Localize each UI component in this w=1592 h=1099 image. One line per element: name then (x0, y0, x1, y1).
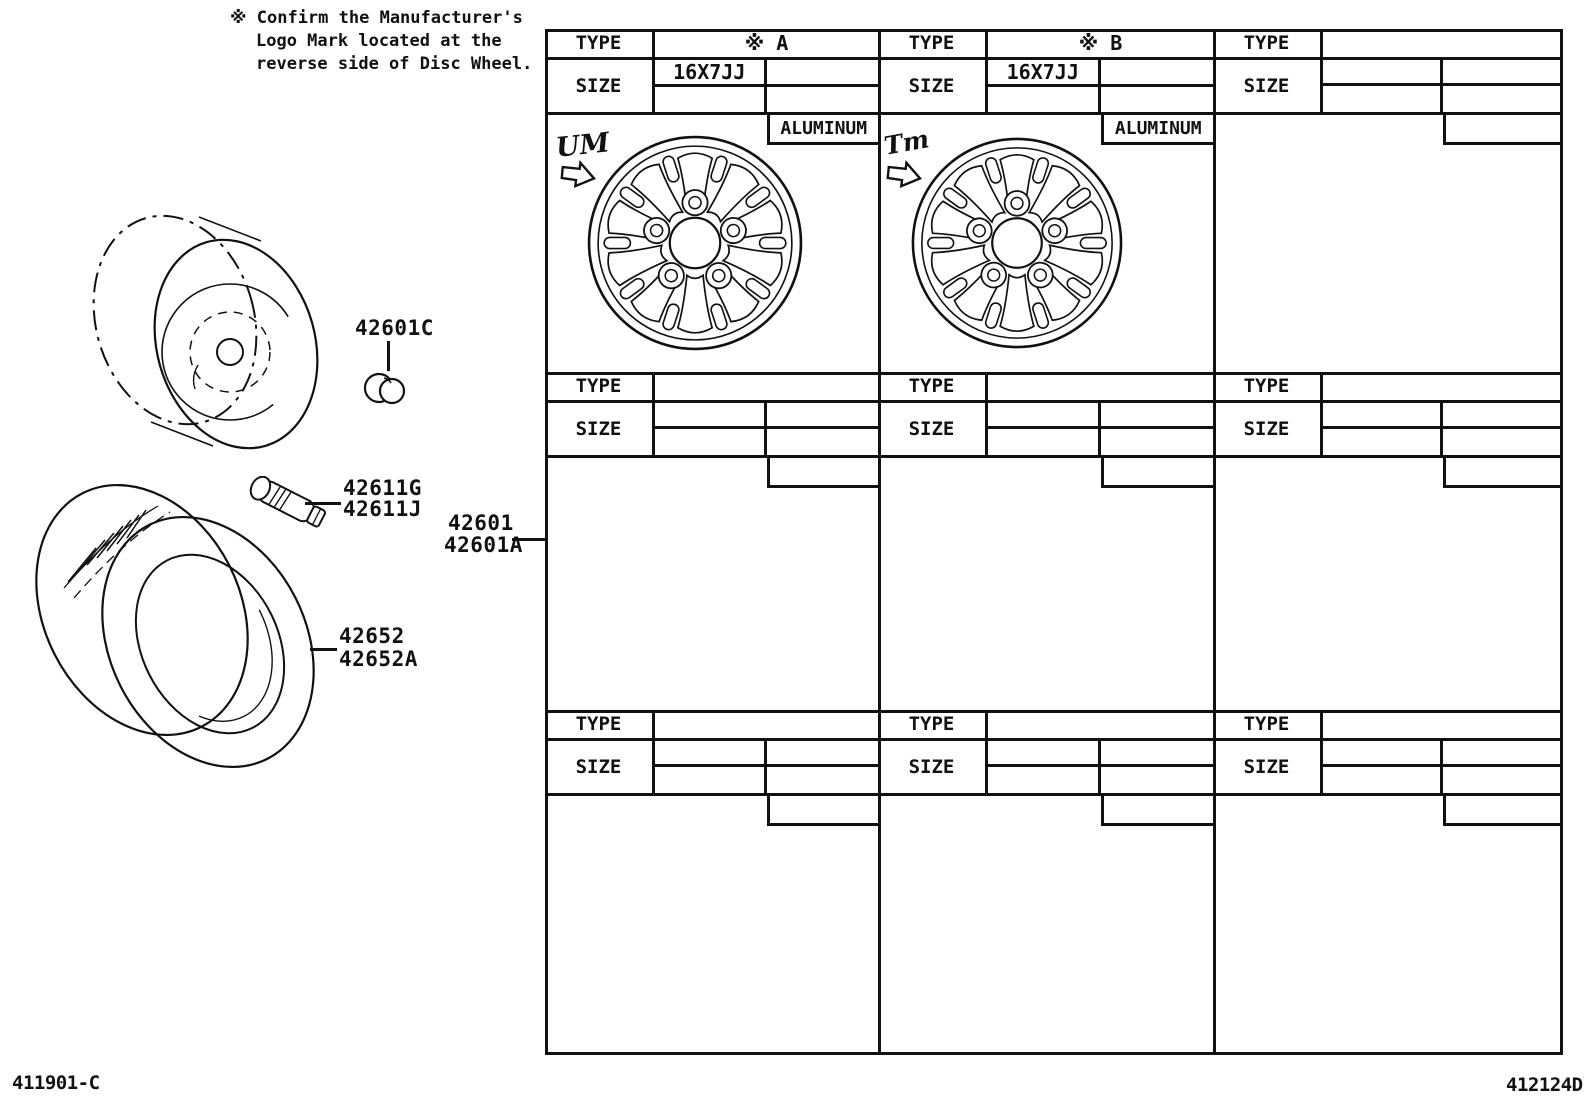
type-label: TYPE (545, 710, 655, 738)
figure-code: 412124D (1506, 1074, 1583, 1096)
type-label: TYPE (878, 29, 988, 57)
size-cell-empty (1323, 429, 1443, 455)
spec-block-r3-c2 (878, 710, 1213, 796)
type-label: TYPE (545, 372, 655, 400)
size-cell-empty (655, 429, 767, 455)
type-value-a: ※ A (744, 31, 789, 55)
leader-line-disc-wheel (512, 538, 545, 541)
size-label: SIZE (1213, 741, 1323, 793)
alloy-wheel-figure-a (584, 132, 806, 354)
leader-line-tire (310, 648, 337, 651)
material-cell-empty (767, 458, 879, 488)
size-cell-empty (1323, 767, 1443, 793)
size-cell-empty (1101, 60, 1214, 87)
size-cell-empty (988, 429, 1101, 455)
page-code: 411901-C (12, 1072, 100, 1094)
alloy-wheel-figure-b (908, 134, 1126, 352)
size-cell-empty (1443, 767, 1563, 793)
size-cell-empty (1101, 403, 1214, 429)
type-label: TYPE (878, 710, 988, 738)
part-number-valve-b: 42611J (343, 497, 422, 521)
size-cell-empty (1323, 86, 1443, 112)
size-cell-empty (655, 87, 767, 112)
manufacturer-logo-mark-a: UM (554, 127, 611, 164)
table-column-divider-1 (878, 29, 881, 1055)
type-label: TYPE (545, 29, 655, 57)
manufacturer-logo-mark-b: Tm (881, 124, 932, 161)
size-cell-empty (767, 87, 879, 112)
spec-block-r3-c1 (545, 710, 878, 796)
size-label: SIZE (545, 741, 655, 793)
material-cell-empty (1443, 458, 1563, 488)
spec-block-r2-c1 (545, 372, 878, 458)
material-cell-empty (1443, 796, 1563, 826)
size-cell-empty (655, 767, 767, 793)
size-cell-empty (1101, 87, 1214, 112)
size-cell-empty (1101, 767, 1214, 793)
type-value-empty (655, 372, 878, 400)
size-cell-empty (1443, 429, 1563, 455)
size-cell-empty (988, 767, 1101, 793)
note-line-2: Logo Mark located at the (256, 31, 502, 51)
size-value-c (1323, 60, 1443, 86)
table-column-divider-2 (1213, 29, 1216, 1055)
part-number-disc-wheel-b: 42601A (444, 533, 523, 557)
size-cell-empty (767, 60, 879, 87)
size-cell-empty (988, 87, 1101, 112)
part-number-balance-weight: 42601C (355, 316, 434, 340)
size-value-a: 16X7JJ (655, 60, 767, 87)
material-cell-empty (767, 796, 879, 826)
size-cell-empty (767, 741, 879, 767)
note-line-3: reverse side of Disc Wheel. (256, 54, 533, 74)
material-cell-b: ALUMINUM (1101, 115, 1214, 145)
spec-block-r2-c2 (878, 372, 1213, 458)
size-label: SIZE (1213, 60, 1323, 112)
size-cell-empty (1101, 741, 1214, 767)
size-cell-empty (1443, 86, 1563, 112)
material-cell-empty (1101, 458, 1214, 488)
disc-wheel-figure (78, 210, 340, 468)
material-cell-a: ALUMINUM (767, 115, 879, 145)
size-cell-empty (1101, 429, 1214, 455)
size-cell-empty (1323, 403, 1443, 429)
part-number-disc-wheel-a: 42601 (448, 511, 514, 535)
size-cell-empty (767, 429, 879, 455)
size-label: SIZE (878, 741, 988, 793)
size-cell-empty (1443, 403, 1563, 429)
type-value-empty (1323, 372, 1563, 400)
size-cell-empty (1443, 741, 1563, 767)
size-label: SIZE (878, 60, 988, 112)
tire-figure (30, 482, 322, 782)
spec-block-r1-c2 (878, 29, 1213, 139)
material-cell-empty (1101, 796, 1214, 826)
type-label: TYPE (1213, 29, 1323, 57)
size-cell-empty (1443, 60, 1563, 86)
part-number-tire-b: 42652A (339, 647, 418, 671)
type-value-empty (655, 710, 878, 738)
material-cell-c (1443, 115, 1563, 145)
size-label: SIZE (878, 403, 988, 455)
size-cell-empty (1323, 741, 1443, 767)
balance-weight-figure (362, 366, 412, 412)
part-number-tire-a: 42652 (339, 624, 405, 648)
size-label: SIZE (1213, 403, 1323, 455)
size-label: SIZE (545, 403, 655, 455)
type-value-empty (1323, 710, 1563, 738)
size-cell-empty (767, 403, 879, 429)
note (230, 7, 532, 76)
size-label: SIZE (545, 60, 655, 112)
size-value-b: 16X7JJ (988, 60, 1101, 87)
spec-block-r2-c3 (1213, 372, 1563, 458)
type-value-b: ※ B (1078, 31, 1123, 55)
size-cell-empty (988, 741, 1101, 767)
size-cell-empty (767, 767, 879, 793)
type-label: TYPE (878, 372, 988, 400)
part-number-valve-a: 42611G (343, 476, 422, 500)
size-cell-empty (655, 403, 767, 429)
spec-block-r3-c3 (1213, 710, 1563, 796)
size-cell-empty (988, 403, 1101, 429)
type-label: TYPE (1213, 372, 1323, 400)
type-value-empty (988, 372, 1213, 400)
size-cell-empty (655, 741, 767, 767)
spec-block-r1-c1 (545, 29, 878, 139)
type-value-empty (988, 710, 1213, 738)
type-value-c (1323, 29, 1563, 57)
note-line-1: ※ Confirm the Manufacturer's (230, 8, 523, 28)
spec-block-r1-c3 (1213, 29, 1563, 115)
type-label: TYPE (1213, 710, 1323, 738)
